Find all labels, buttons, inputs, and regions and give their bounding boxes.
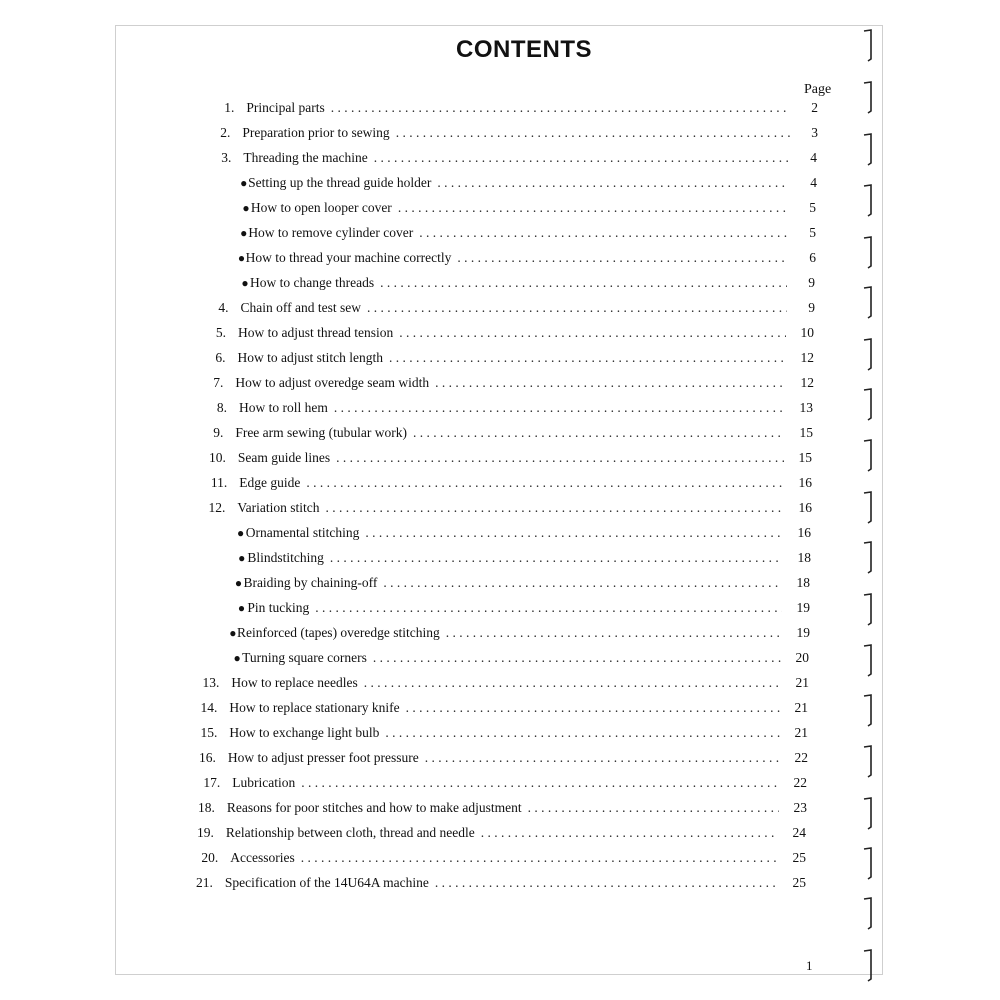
binder-tab-icon: [862, 235, 874, 269]
toc-entry-label: Edge guide: [239, 475, 301, 490]
toc-entry-label: Free arm sewing (tubular work): [235, 425, 408, 440]
toc-entry-label: Preparation prior to sewing: [242, 125, 390, 140]
binder-tab-icon: [862, 592, 874, 626]
dot-leader: [374, 147, 789, 169]
toc-entry: [212, 147, 817, 169]
toc-entry-label: Variation stitch: [237, 500, 320, 515]
toc-entry: [207, 372, 814, 394]
bullet-icon: ●: [229, 626, 237, 640]
toc-subentry: [201, 647, 809, 669]
dot-leader: [413, 422, 785, 444]
dot-leader: [334, 397, 785, 419]
binder-tab-icon: [862, 896, 874, 930]
toc-entry-page: 18: [796, 575, 810, 590]
binder-tab-icon: [862, 132, 874, 166]
page-title: CONTENTS: [456, 36, 592, 63]
toc-entry-page: 9: [808, 300, 815, 315]
toc-entry-page: 21: [795, 675, 809, 690]
toc-entry-page: 4: [810, 150, 817, 165]
dot-leader: [481, 822, 778, 844]
toc-entry-number: 2.: [220, 125, 231, 140]
bullet-icon: ●: [241, 276, 249, 290]
toc-entry-label: Threading the machine: [243, 150, 368, 165]
toc-entry: [212, 122, 818, 144]
toc-entry: [206, 397, 813, 419]
binder-tab-icon: [862, 796, 874, 830]
toc-entry: [213, 97, 818, 119]
toc-entry-label: Specification of the 14U64A machine: [224, 875, 429, 890]
toc-entry-number: 14.: [200, 700, 218, 715]
toc-entry-number: 18.: [198, 800, 215, 815]
dot-leader: [425, 747, 780, 769]
toc-entry: [199, 747, 808, 769]
page-number: 1: [806, 958, 813, 973]
toc-entry-number: 10.: [208, 450, 226, 465]
toc-entry-number: 6.: [215, 350, 226, 365]
dot-leader: [399, 322, 786, 344]
toc-entry-label: Accessories: [230, 850, 295, 865]
toc-entry-number: 16.: [199, 750, 216, 765]
toc-entry-label: Reasons for poor stitches and how to make adjustment: [226, 800, 522, 815]
toc-entry-label: Reinforced (tapes) overedge stitching: [236, 625, 440, 640]
toc-entry: [196, 872, 806, 894]
toc-entry-page: 20: [795, 650, 809, 665]
dot-leader: [398, 197, 788, 219]
toc-entry: [205, 447, 812, 469]
toc-entry-page: 3: [811, 125, 818, 140]
toc-entry-label: How to thread your machine correctly: [245, 250, 452, 265]
toc-entry: [209, 297, 815, 319]
toc-entry-label: Relationship between cloth, thread and needle: [225, 825, 475, 840]
toc-entry-label: Principal parts: [246, 100, 325, 115]
toc-entry: [196, 847, 806, 869]
toc-subentry: [210, 247, 816, 269]
toc-entry-page: 5: [809, 200, 816, 215]
toc-entry-label: Turning square corners: [242, 650, 367, 665]
bullet-icon: ●: [242, 201, 250, 215]
binder-tab-icon: [862, 337, 874, 371]
toc-entry-page: 22: [793, 775, 807, 790]
toc-entry-page: 19: [796, 625, 810, 640]
dot-leader: [301, 772, 779, 794]
toc-entry-page: 2: [811, 100, 818, 115]
toc-entry-number: 13.: [202, 675, 220, 690]
toc-subentry: [203, 572, 810, 594]
toc-entry-label: Pin tucking: [247, 600, 310, 615]
toc-entry-label: Braiding by chaining-off: [243, 575, 378, 590]
toc-entry-number: 9.: [213, 425, 224, 440]
dot-leader: [315, 597, 782, 619]
toc-entry-label: How to change threads: [250, 275, 375, 290]
binder-tab-icon: [862, 846, 874, 880]
toc-entry-page: 16: [798, 500, 812, 515]
toc-subentry: [201, 622, 810, 644]
toc-entry: [198, 772, 807, 794]
toc-entry-page: 16: [798, 475, 812, 490]
toc-entry-label: Blindstitching: [247, 550, 324, 565]
dot-leader: [437, 172, 789, 194]
binder-tab-icon: [862, 948, 874, 982]
toc-entry-number: 15.: [200, 725, 218, 740]
dot-leader: [446, 622, 782, 644]
toc-entry-number: 4.: [218, 300, 229, 315]
toc-entry-label: How to open looper cover: [250, 200, 392, 215]
dot-leader: [380, 272, 787, 294]
toc-subentry: [204, 522, 811, 544]
bullet-icon: ●: [236, 526, 245, 540]
toc-entry: [200, 697, 808, 719]
toc-entry-label: How to replace needles: [231, 675, 358, 690]
toc-entry-label: Seam guide lines: [237, 450, 331, 465]
toc-entry-page: 13: [799, 400, 813, 415]
dot-leader: [336, 447, 784, 469]
bullet-icon: ●: [237, 251, 246, 265]
dot-leader: [528, 797, 779, 819]
toc-entry: [197, 822, 806, 844]
toc-entry-page: 22: [794, 750, 808, 765]
binder-tab-icon: [862, 183, 874, 217]
toc-entry-number: 8.: [216, 400, 227, 415]
toc-entry-page: 6: [809, 250, 816, 265]
bullet-icon: ●: [240, 226, 248, 240]
bullet-icon: ●: [237, 601, 246, 615]
dot-leader: [325, 497, 784, 519]
toc-entry-page: 15: [798, 450, 812, 465]
dot-leader: [330, 547, 783, 569]
toc-entry-label: How to adjust stitch length: [237, 350, 383, 365]
toc-entry-number: 5.: [215, 325, 226, 340]
toc-subentry: [210, 222, 816, 244]
toc-entry-page: 4: [810, 175, 817, 190]
toc-entry-label: How to adjust thread tension: [238, 325, 394, 340]
binder-tab-icon: [862, 80, 874, 114]
dot-leader: [364, 672, 781, 694]
toc-entry-page: 25: [792, 875, 806, 890]
toc-entry-page: 5: [809, 225, 816, 240]
bullet-icon: ●: [240, 176, 248, 190]
dot-leader: [457, 247, 788, 269]
toc-entry-label: How to remove cylinder cover: [248, 225, 414, 240]
dot-leader: [383, 572, 782, 594]
dot-leader: [396, 122, 790, 144]
toc-entry-label: Setting up the thread guide holder: [248, 175, 432, 190]
toc-entry-number: 1.: [224, 100, 235, 115]
binder-tab-icon: [862, 744, 874, 778]
dot-leader: [435, 372, 786, 394]
toc-entry-page: 15: [799, 425, 813, 440]
toc-subentry: [211, 172, 817, 194]
dot-leader: [365, 522, 783, 544]
toc-entry-page: 21: [794, 700, 808, 715]
toc-entry-number: 17.: [203, 775, 221, 790]
bullet-icon: ●: [238, 551, 246, 565]
toc-entry: [205, 472, 812, 494]
dot-leader: [385, 722, 780, 744]
toc-entry-number: 11.: [210, 475, 228, 490]
toc-entry: [206, 422, 813, 444]
toc-entry-number: 21.: [196, 875, 213, 890]
toc-entry-number: 7.: [213, 375, 224, 390]
toc-entry-page: 19: [796, 600, 810, 615]
toc-entry-page: 18: [797, 550, 811, 565]
bullet-icon: ●: [233, 651, 241, 665]
toc-entry-number: 3.: [221, 150, 232, 165]
toc-entry-label: Chain off and test sew: [240, 300, 362, 315]
toc-entry-page: 21: [794, 725, 808, 740]
binder-tab-icon: [862, 387, 874, 421]
toc-entry: [198, 797, 807, 819]
toc-entry-number: 20.: [201, 850, 219, 865]
dot-leader: [419, 222, 788, 244]
toc-subentry: [203, 547, 811, 569]
dot-leader: [367, 297, 787, 319]
toc-entry: [199, 722, 808, 744]
toc-entry-label: How to adjust overedge seam width: [235, 375, 430, 390]
bullet-icon: ●: [234, 576, 243, 590]
toc-entry-page: 9: [808, 275, 815, 290]
binder-tab-icon: [862, 438, 874, 472]
dot-leader: [301, 847, 778, 869]
toc-entry: [204, 497, 812, 519]
binder-tab-icon: [862, 490, 874, 524]
toc-entry-label: Ornamental stitching: [245, 525, 360, 540]
binder-tab-icon: [862, 285, 874, 319]
toc-entry: [208, 322, 814, 344]
toc-subentry: [202, 597, 810, 619]
toc-entry-page: 12: [800, 350, 814, 365]
toc-entry-label: Lubrication: [232, 775, 296, 790]
page-column-header: Page: [804, 82, 832, 97]
toc-entry-label: How to exchange light bulb: [229, 725, 380, 740]
toc-entry-label: How to adjust presser foot pressure: [227, 750, 419, 765]
dot-leader: [306, 472, 784, 494]
toc-entry-label: How to replace stationary knife: [229, 700, 400, 715]
dot-leader: [389, 347, 786, 369]
toc-entry-page: 24: [792, 825, 806, 840]
toc-entry-label: How to roll hem: [239, 400, 328, 415]
toc-entry: [207, 347, 814, 369]
binder-tab-icon: [862, 643, 874, 677]
toc-entry-page: 23: [793, 800, 807, 815]
binder-tab-icon: [862, 28, 874, 62]
toc-entry: [200, 672, 809, 694]
binder-tab-icon: [862, 693, 874, 727]
toc-subentry: [209, 272, 815, 294]
dot-leader: [435, 872, 778, 894]
binder-tab-icon: [862, 540, 874, 574]
toc-entry-page: 25: [792, 850, 806, 865]
dot-leader: [406, 697, 780, 719]
toc-entry-number: 19.: [197, 825, 214, 840]
toc-entry-page: 10: [800, 325, 814, 340]
toc-entry-page: 16: [797, 525, 811, 540]
toc-subentry: [211, 197, 816, 219]
dot-leader: [373, 647, 781, 669]
dot-leader: [331, 97, 790, 119]
toc-entry-page: 12: [800, 375, 814, 390]
toc-entry-number: 12.: [208, 500, 226, 515]
